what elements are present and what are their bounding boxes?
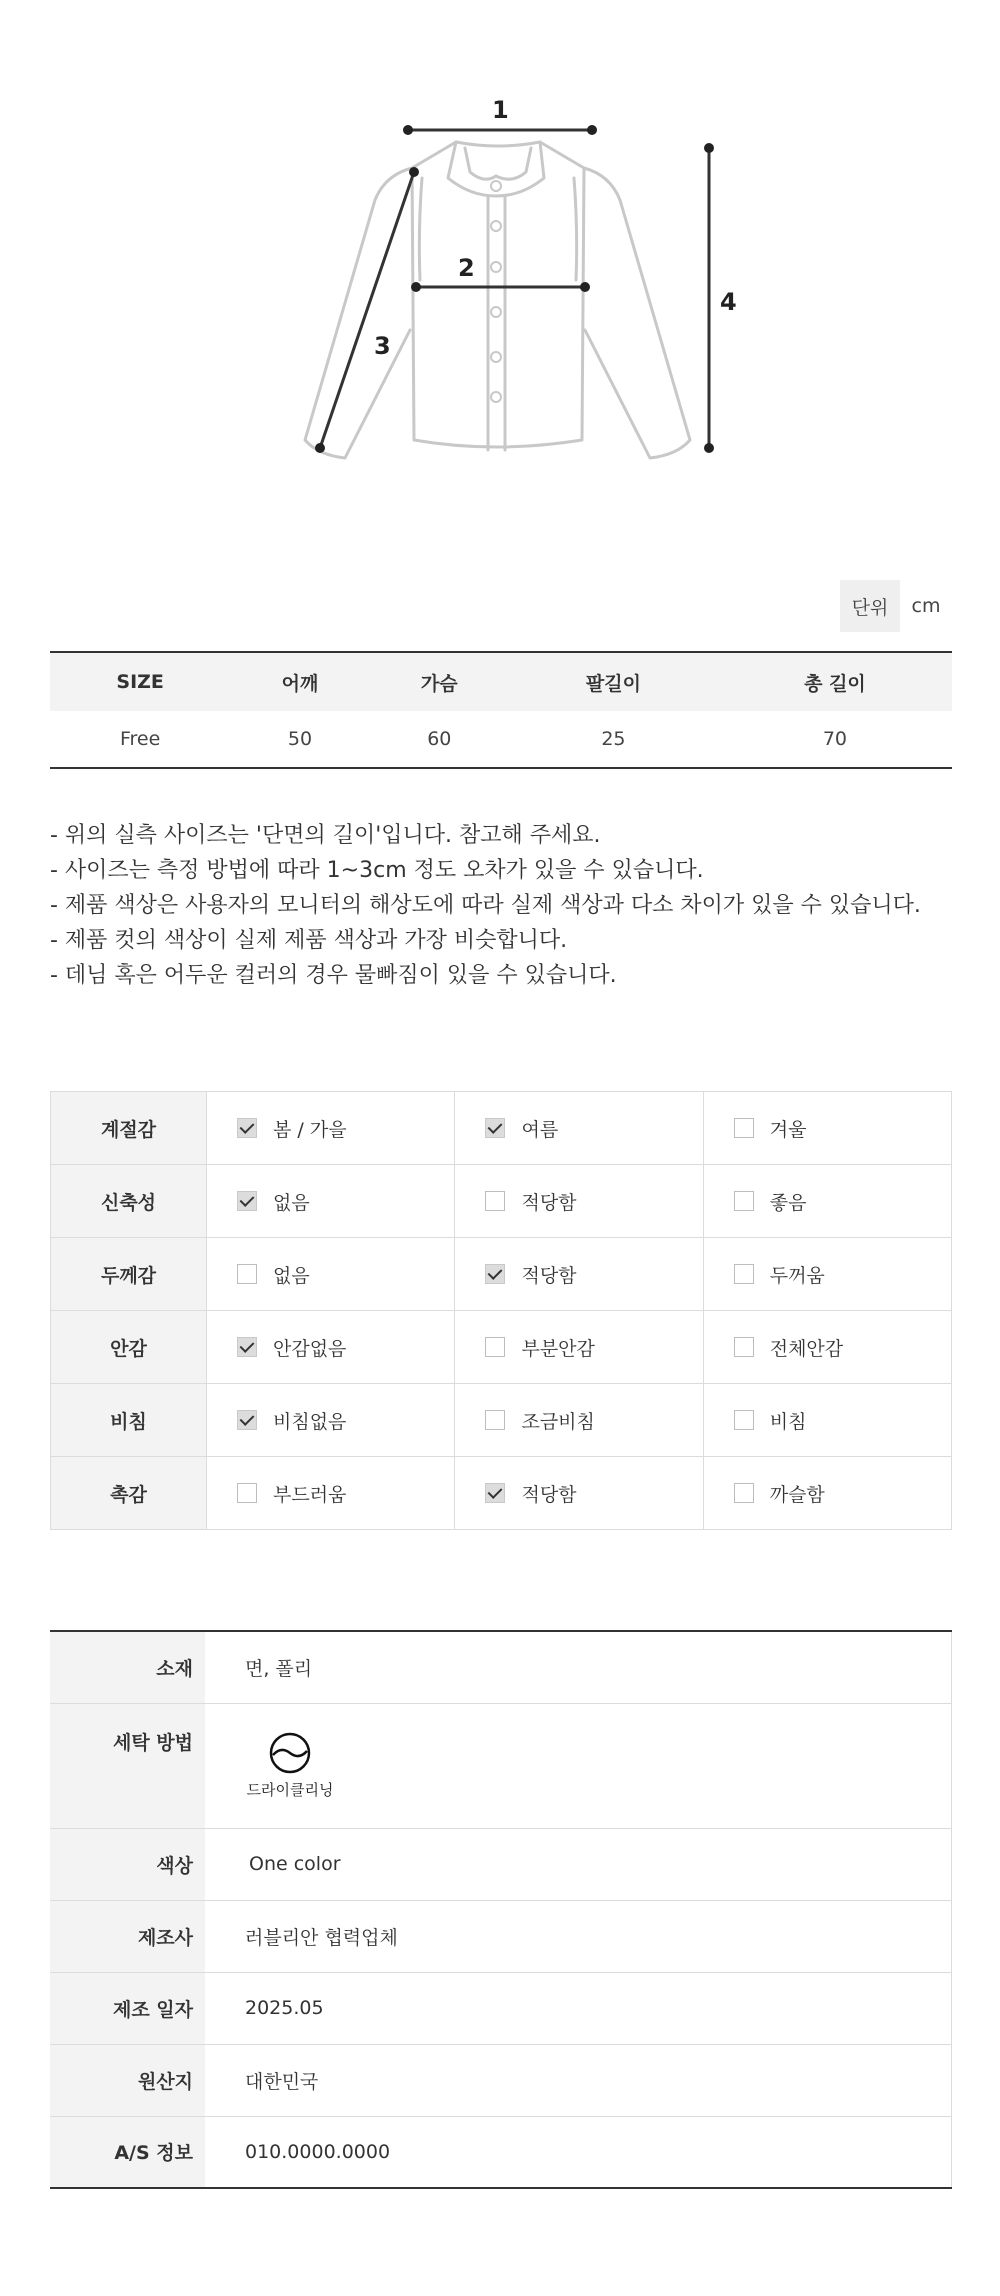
feel-option-label: 비침 [769,1410,807,1433]
checkbox-empty-icon [485,1337,505,1357]
diagram-label-2: 2 [458,254,475,282]
feel-option [704,1334,951,1361]
feel-row-label: 두께감 [51,1238,207,1311]
feel-option-label: 겨울 [769,1118,807,1141]
feel-row-label: 신축성 [51,1165,207,1238]
feel-option-label: 적당함 [521,1483,577,1506]
unit-value: cm [911,595,941,617]
feel-option-cell [455,1238,703,1311]
unit-label: 단위 [840,580,900,632]
info-label: 제조 일자 [50,1972,205,2044]
size-cell-length: 70 [822,728,848,750]
size-notes [50,818,970,993]
feel-option-label: 까슬함 [769,1483,825,1506]
feel-option-cell [703,1092,951,1165]
note-line: - 제품 색상은 사용자의 모니터의 해상도에 따라 실제 색상과 다소 차이가 있을 수 있습니다. [50,893,921,918]
info-value: 2025.05 [205,1972,952,2044]
feel-option-label: 안감없음 [273,1337,347,1360]
feel-option-cell [703,1457,951,1530]
size-table-row [50,711,952,768]
checkbox-empty-icon [734,1191,754,1211]
feel-option-cell [207,1165,455,1238]
info-row-origin [50,2044,952,2116]
checkbox-checked-icon [237,1337,257,1357]
feel-option [207,1334,454,1361]
feel-option-cell [207,1311,455,1384]
checkbox-empty-icon [734,1410,754,1430]
size-cell-shoulder: 50 [287,728,313,750]
info-value: 010.0000.0000 [205,2116,952,2188]
unit-indicator [840,580,952,632]
feel-row-label: 계절감 [51,1092,207,1165]
feel-option [704,1407,951,1434]
checkbox-empty-icon [485,1410,505,1430]
info-label: 색상 [50,1828,205,1900]
feel-option-cell [703,1311,951,1384]
checkbox-checked-icon [237,1118,257,1138]
checkbox-empty-icon [237,1264,257,1284]
feel-option [704,1188,951,1215]
size-header-size: SIZE [50,652,230,711]
feel-option-cell [455,1165,703,1238]
checkbox-empty-icon [485,1191,505,1211]
feel-option [704,1261,951,1288]
diagram-label-1: 1 [492,96,509,124]
size-header-sleeve: 팔길이 [509,652,718,711]
checkbox-empty-icon [237,1483,257,1503]
size-header-chest: 가슴 [370,652,509,711]
diagram-label-4: 4 [720,288,737,316]
feel-row-label: 촉감 [51,1457,207,1530]
feel-option-cell [455,1384,703,1457]
checkbox-checked-icon [237,1410,257,1430]
feel-option [455,1188,702,1215]
sleeve-measure-line [320,172,414,448]
shirt-buttons [491,181,501,402]
size-cell-sleeve: 25 [601,728,626,750]
checkbox-checked-icon [485,1483,505,1503]
feel-option-cell [207,1457,455,1530]
wash-caption: 드라이클리닝 [246,1781,334,1799]
feel-option [455,1480,702,1507]
info-row-washing [50,1703,952,1828]
feel-option-cell [207,1384,455,1457]
feel-option-cell [207,1238,455,1311]
feel-row [51,1384,952,1457]
checkbox-checked-icon [237,1191,257,1211]
feel-option [207,1188,454,1215]
feel-option-cell [207,1092,455,1165]
info-value: 러블리안 협력업체 [205,1900,952,1972]
info-row-maker [50,1900,952,1972]
info-row-as [50,2116,952,2188]
feel-option [207,1115,454,1142]
feel-option [455,1334,702,1361]
info-value: 면, 폴리 [205,1631,952,1703]
feel-row [51,1311,952,1384]
feel-option [704,1480,951,1507]
checkbox-checked-icon [485,1264,505,1284]
feel-option-label: 부드러움 [273,1483,347,1506]
info-label: 소재 [50,1631,205,1703]
info-value: 대한민국 [205,2044,952,2116]
feel-option-label: 부분안감 [521,1337,595,1360]
feel-option [207,1480,454,1507]
feel-option [455,1261,702,1288]
note-line: - 위의 실측 사이즈는 '단면의 길이'입니다. 참고해 주세요. [50,823,601,848]
feel-option-label: 조금비침 [521,1410,595,1433]
feel-row-label: 비침 [51,1384,207,1457]
feel-option-label: 봄 / 가을 [273,1118,347,1141]
note-line: - 제품 컷의 색상이 실제 제품 색상과 가장 비슷합니다. [50,928,568,953]
feel-option-label: 없음 [273,1264,310,1287]
checkbox-empty-icon [734,1483,754,1503]
feel-option-cell [455,1092,703,1165]
feel-option-label: 전체안감 [769,1337,844,1360]
diagram-label-3: 3 [374,332,391,360]
size-cell-size: Free [119,728,161,750]
feel-option-cell [703,1165,951,1238]
note-line: - 사이즈는 측정 방법에 따라 1~3cm 정도 오차가 있을 수 있습니다. [50,858,704,883]
dry-cleaning-icon [268,1731,312,1775]
feel-row [51,1457,952,1530]
feel-option-label: 좋음 [769,1191,807,1214]
shirt-measurement-diagram [290,80,750,480]
feel-option-cell [703,1238,951,1311]
size-table-header [50,652,952,711]
feel-option-cell [455,1311,703,1384]
feel-option [455,1115,702,1142]
info-row-date [50,1972,952,2044]
feel-row-label: 안감 [51,1311,207,1384]
feel-option-label: 두꺼움 [769,1264,825,1287]
info-value: One color [205,1828,952,1900]
feel-option [455,1407,702,1434]
feel-option [704,1115,951,1142]
feel-option [207,1261,454,1288]
info-label: 원산지 [50,2044,205,2116]
checkbox-empty-icon [734,1337,754,1357]
product-info-table [50,1630,952,2189]
size-table [50,651,952,769]
feel-option-cell [455,1457,703,1530]
fabric-feel-table [50,1091,952,1530]
feel-row [51,1238,952,1311]
feel-option-label: 비침없음 [273,1410,347,1433]
feel-option-cell [703,1384,951,1457]
size-header-length: 총 길이 [718,652,952,711]
info-label: 세탁 방법 [50,1703,205,1828]
info-value [205,1703,952,1828]
checkbox-empty-icon [734,1264,754,1284]
size-header-shoulder: 어깨 [230,652,369,711]
feel-option-label: 적당함 [521,1264,577,1287]
info-label: A/S 정보 [50,2116,205,2188]
size-cell-chest: 60 [427,728,452,750]
feel-option-label: 적당함 [521,1191,577,1214]
checkbox-empty-icon [734,1118,754,1138]
feel-option-label: 없음 [273,1191,310,1214]
info-row-color [50,1828,952,1900]
info-label: 제조사 [50,1900,205,1972]
feel-option [207,1407,454,1434]
wash-method [235,1731,345,1800]
feel-option-label: 여름 [521,1118,559,1141]
checkbox-checked-icon [485,1118,505,1138]
info-row-material [50,1631,952,1703]
feel-row [51,1092,952,1165]
note-line: - 데님 혹은 어두운 컬러의 경우 물빠짐이 있을 수 있습니다. [50,963,617,988]
feel-row [51,1165,952,1238]
